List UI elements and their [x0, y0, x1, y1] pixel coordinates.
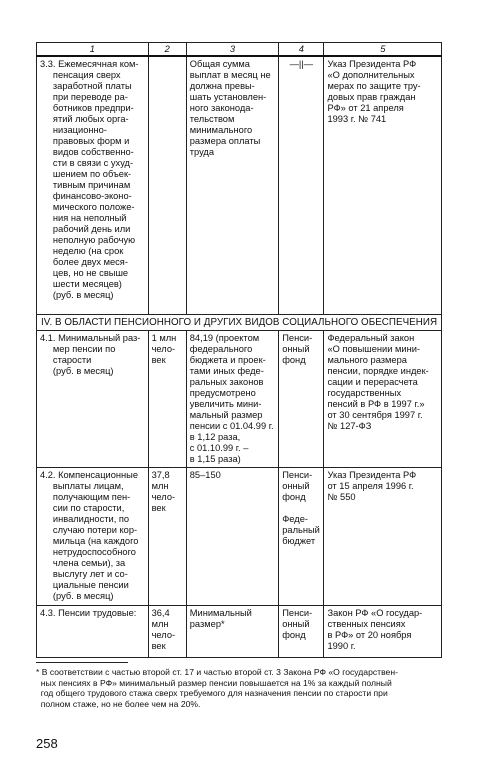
row-4-2-law: Указ Президента РФ от 15 апреля 1996 г. № 550	[324, 467, 442, 605]
row-4-1-benefit: 4.1. Минимальный раз- мер пенсии по старости (руб. в месяц)	[37, 330, 149, 467]
table-row-4-2	[37, 467, 442, 605]
row-4-3-law: Закон РФ «О государ- ственных пенсиях в РФ» от 20 ноября 1990 г.	[324, 605, 442, 657]
row-4-2-amount: 85–150	[186, 467, 278, 605]
header-col-1: 1	[37, 43, 149, 57]
row-4-2-recipients: 37,8 млн чело- век	[148, 467, 186, 605]
table-row-4-3	[37, 605, 442, 657]
table-row-3-3	[37, 56, 442, 314]
section-heading-iv: IV. В ОБЛАСТИ ПЕНСИОННОГО И ДРУГИХ ВИДОВ СОЦИАЛЬНОГО ОБЕСПЕЧЕНИЯ	[37, 314, 442, 330]
row-3-3-amount: Общая сумма выплат в месяц не должна превы- шать установлен- ного законода- тельством минимального размера оплаты труда	[186, 56, 278, 314]
row-4-2-benefit: 4.2. Компенсационные выплаты лицам, получающим пен- сии по старости, инвалидности, по случаю потери кор- мильца (на каждого нетрудоспособного члена семьи), за выслугу лет и со- циальные пенсии (руб. в месяц)	[37, 467, 149, 605]
row-3-3-recipients	[148, 56, 186, 314]
page-number: 258	[36, 736, 58, 751]
footnote-divider	[36, 662, 128, 663]
header-col-5: 5	[324, 43, 442, 57]
row-3-3-benefit: 3.3. Ежемесячная ком- пенсация сверх заработной платы при переводе ра- ботников предпри- ятий любых орга- низационно- правовых форм и видов собственно- сти в связи с ухуд- шением по объек- тивным причинам финансово-эконо- мического положе- ния на неполный рабочий день или неполную рабочую неделю (на срок более двух меся- цев, но не свыше шести месяцев) (руб. в месяц)	[37, 56, 149, 314]
header-col-4: 4	[279, 43, 324, 57]
row-3-3-source: —||—	[279, 56, 324, 314]
row-4-3-amount: Минимальный размер*	[186, 605, 278, 657]
row-4-3-benefit: 4.3. Пенсии трудовые:	[37, 605, 149, 657]
section-row-iv	[37, 314, 442, 330]
benefits-table	[36, 42, 442, 658]
row-4-1-amount: 84,19 (проектом федерального бюджета и проек- тами иных феде- ральных законов предусмотрено увеличить мини- мальный размер пенсии с 01.04.99 г. в 1,12 раза, с 01.10.99 г. – в 1,15 раза)	[186, 330, 278, 467]
header-col-2: 2	[148, 43, 186, 57]
row-3-3-law: Указ Президента РФ «О дополнительных мерах по защите тру- довых прав граждан РФ» от 21 апреля 1993 г. № 741	[324, 56, 442, 314]
footnote: * В соответствии с частью второй ст. 17 и частью второй ст. 3 Закона РФ «О государствен- ных пенсиях в РФ» минимальный размер пенсии повышается на 1% за каждый полный год общего трудового стажа сверх требуемого для назначения пенсии по старости при полном стаже, но не более чем на 20%.	[36, 667, 398, 709]
row-4-3-recipients: 36,4 млн чело- век	[148, 605, 186, 657]
row-4-2-source: Пенси- онный фонд Феде- ральный бюджет	[279, 467, 324, 605]
row-4-3-source: Пенси- онный фонд	[279, 605, 324, 657]
row-4-1-law: Федеральный закон «О повышении мини- мального размера пенсии, порядке индек- сации и перерасчета государственных пенсий в РФ в 1997 г.» от 30 сентября 1997 г. № 127-ФЗ	[324, 330, 442, 467]
row-4-1-recipients: 1 млн чело- век	[148, 330, 186, 467]
header-col-3: 3	[186, 43, 278, 57]
header-row	[37, 43, 442, 57]
row-4-1-source: Пенси- онный фонд	[279, 330, 324, 467]
table-row-4-1	[37, 330, 442, 467]
